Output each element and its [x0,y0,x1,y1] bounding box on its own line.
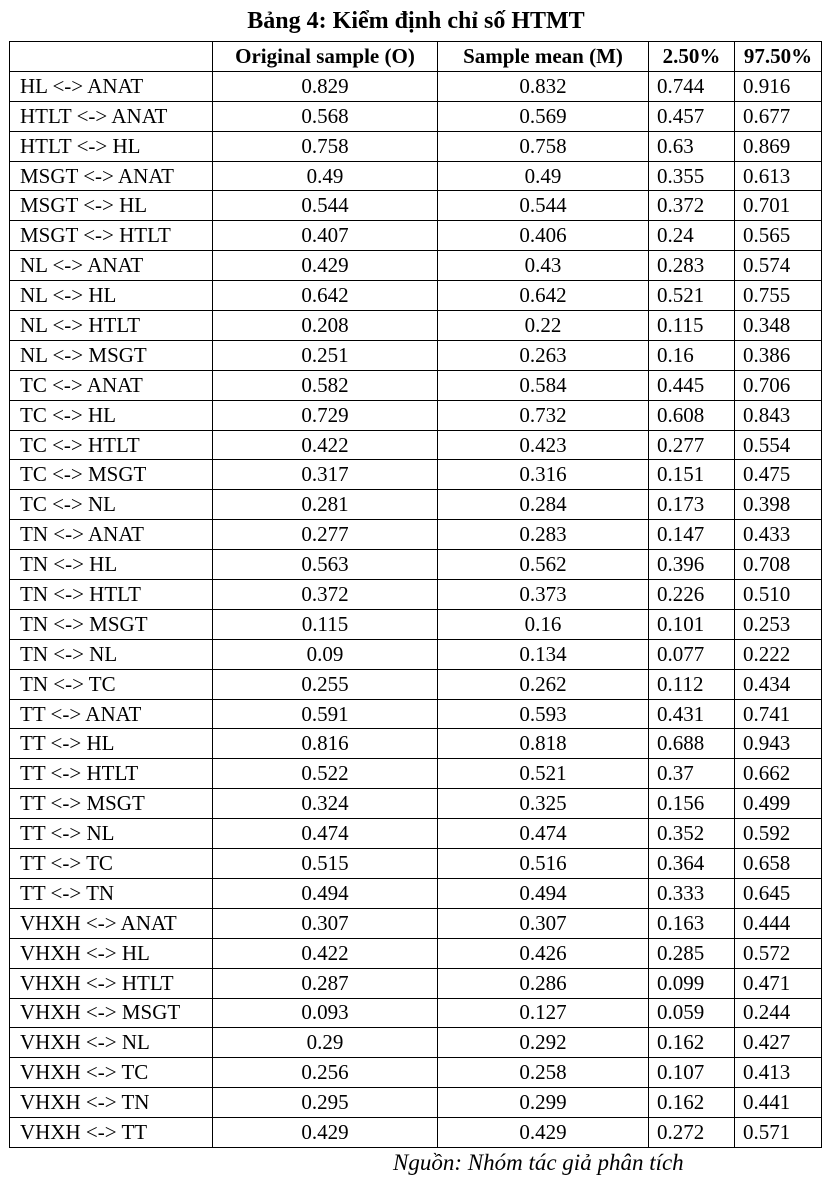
ci-lower-cell: 0.173 [649,490,735,520]
ci-upper-cell: 0.499 [735,789,822,819]
original-sample-cell: 0.829 [213,71,438,101]
ci-upper-cell: 0.348 [735,311,822,341]
sample-mean-cell: 0.292 [438,1028,649,1058]
table-row [10,639,822,669]
pair-cell: TC <-> NL [10,490,213,520]
table-row [10,550,822,580]
ci-upper-cell: 0.869 [735,131,822,161]
ci-upper-cell: 0.427 [735,1028,822,1058]
pair-cell: TC <-> MSGT [10,460,213,490]
table-row [10,580,822,610]
pair-cell: TN <-> NL [10,639,213,669]
ci-upper-cell: 0.444 [735,908,822,938]
ci-lower-cell: 0.364 [649,849,735,879]
ci-upper-cell: 0.398 [735,490,822,520]
pair-cell: VHXH <-> ANAT [10,908,213,938]
sample-mean-cell: 0.16 [438,609,649,639]
sample-mean-cell: 0.325 [438,789,649,819]
original-sample-cell: 0.256 [213,1058,438,1088]
ci-lower-cell: 0.226 [649,580,735,610]
original-sample-cell: 0.474 [213,819,438,849]
sample-mean-cell: 0.569 [438,101,649,131]
ci-lower-cell: 0.521 [649,281,735,311]
ci-upper-cell: 0.755 [735,281,822,311]
pair-cell: TN <-> TC [10,669,213,699]
sample-mean-cell: 0.316 [438,460,649,490]
pair-cell: HL <-> ANAT [10,71,213,101]
table-row [10,251,822,281]
original-sample-cell: 0.515 [213,849,438,879]
table-row [10,311,822,341]
ci-lower-cell: 0.163 [649,908,735,938]
ci-lower-cell: 0.285 [649,938,735,968]
original-sample-cell: 0.295 [213,1088,438,1118]
pair-cell: MSGT <-> HTLT [10,221,213,251]
original-sample-cell: 0.208 [213,311,438,341]
ci-lower-cell: 0.63 [649,131,735,161]
table-row [10,699,822,729]
original-sample-cell: 0.522 [213,759,438,789]
ci-upper-cell: 0.554 [735,430,822,460]
ci-upper-cell: 0.592 [735,819,822,849]
pair-cell: VHXH <-> HL [10,938,213,968]
ci-lower-cell: 0.077 [649,639,735,669]
pair-cell: TN <-> HTLT [10,580,213,610]
pair-cell: VHXH <-> TN [10,1088,213,1118]
table-row [10,191,822,221]
original-sample-cell: 0.591 [213,699,438,729]
ci-upper-cell: 0.253 [735,609,822,639]
sample-mean-cell: 0.544 [438,191,649,221]
sample-mean-cell: 0.22 [438,311,649,341]
header-original-sample: Original sample (O) [213,42,438,72]
ci-lower-cell: 0.099 [649,968,735,998]
sample-mean-cell: 0.584 [438,370,649,400]
ci-lower-cell: 0.688 [649,729,735,759]
pair-cell: TT <-> TN [10,878,213,908]
table-row [10,71,822,101]
sample-mean-cell: 0.49 [438,161,649,191]
ci-upper-cell: 0.244 [735,998,822,1028]
ci-upper-cell: 0.916 [735,71,822,101]
original-sample-cell: 0.758 [213,131,438,161]
sample-mean-cell: 0.134 [438,639,649,669]
ci-upper-cell: 0.441 [735,1088,822,1118]
table-row [10,669,822,699]
pair-cell: TC <-> HL [10,400,213,430]
pair-cell: TT <-> TC [10,849,213,879]
pair-cell: TT <-> MSGT [10,789,213,819]
ci-lower-cell: 0.151 [649,460,735,490]
ci-upper-cell: 0.706 [735,370,822,400]
sample-mean-cell: 0.299 [438,1088,649,1118]
table-row [10,131,822,161]
table-row [10,370,822,400]
ci-lower-cell: 0.115 [649,311,735,341]
table-title: Bảng 4: Kiểm định chỉ số HTMT [247,8,585,34]
table-row [10,849,822,879]
ci-upper-cell: 0.572 [735,938,822,968]
ci-upper-cell: 0.574 [735,251,822,281]
original-sample-cell: 0.407 [213,221,438,251]
ci-lower-cell: 0.396 [649,550,735,580]
pair-cell: TC <-> ANAT [10,370,213,400]
sample-mean-cell: 0.286 [438,968,649,998]
table-row [10,340,822,370]
original-sample-cell: 0.29 [213,1028,438,1058]
table-row [10,101,822,131]
ci-upper-cell: 0.434 [735,669,822,699]
sample-mean-cell: 0.307 [438,908,649,938]
sample-mean-cell: 0.818 [438,729,649,759]
ci-lower-cell: 0.272 [649,1118,735,1148]
ci-lower-cell: 0.333 [649,878,735,908]
sample-mean-cell: 0.562 [438,550,649,580]
table-row [10,759,822,789]
ci-upper-cell: 0.565 [735,221,822,251]
sample-mean-cell: 0.43 [438,251,649,281]
original-sample-cell: 0.287 [213,968,438,998]
ci-lower-cell: 0.147 [649,520,735,550]
sample-mean-cell: 0.521 [438,759,649,789]
original-sample-cell: 0.49 [213,161,438,191]
ci-upper-cell: 0.658 [735,849,822,879]
sample-mean-cell: 0.758 [438,131,649,161]
pair-cell: TT <-> ANAT [10,699,213,729]
sample-mean-cell: 0.258 [438,1058,649,1088]
header-ci-lower: 2.50% [649,42,735,72]
ci-lower-cell: 0.372 [649,191,735,221]
original-sample-cell: 0.422 [213,938,438,968]
ci-lower-cell: 0.608 [649,400,735,430]
source-note: Nguồn: Nhóm tác giả phân tích [393,1150,684,1175]
original-sample-cell: 0.429 [213,1118,438,1148]
ci-lower-cell: 0.431 [649,699,735,729]
pair-cell: HTLT <-> HL [10,131,213,161]
sample-mean-cell: 0.593 [438,699,649,729]
ci-lower-cell: 0.37 [649,759,735,789]
original-sample-cell: 0.255 [213,669,438,699]
header-row [10,42,822,72]
table-row [10,221,822,251]
sample-mean-cell: 0.429 [438,1118,649,1148]
ci-lower-cell: 0.24 [649,221,735,251]
ci-lower-cell: 0.059 [649,998,735,1028]
sample-mean-cell: 0.423 [438,430,649,460]
ci-lower-cell: 0.162 [649,1028,735,1058]
ci-upper-cell: 0.708 [735,550,822,580]
table-row [10,1028,822,1058]
original-sample-cell: 0.642 [213,281,438,311]
table-row [10,878,822,908]
original-sample-cell: 0.324 [213,789,438,819]
original-sample-cell: 0.544 [213,191,438,221]
sample-mean-cell: 0.406 [438,221,649,251]
ci-lower-cell: 0.101 [649,609,735,639]
table-row [10,729,822,759]
pair-cell: VHXH <-> TT [10,1118,213,1148]
sample-mean-cell: 0.284 [438,490,649,520]
table-row [10,1118,822,1148]
pair-cell: HTLT <-> ANAT [10,101,213,131]
ci-lower-cell: 0.162 [649,1088,735,1118]
original-sample-cell: 0.568 [213,101,438,131]
ci-lower-cell: 0.352 [649,819,735,849]
table-row [10,1088,822,1118]
table-header [10,42,822,72]
sample-mean-cell: 0.426 [438,938,649,968]
table-row [10,400,822,430]
ci-upper-cell: 0.433 [735,520,822,550]
pair-cell: VHXH <-> NL [10,1028,213,1058]
sample-mean-cell: 0.373 [438,580,649,610]
table-row [10,460,822,490]
pair-cell: VHXH <-> MSGT [10,998,213,1028]
original-sample-cell: 0.372 [213,580,438,610]
pair-cell: NL <-> ANAT [10,251,213,281]
pair-cell: TC <-> HTLT [10,430,213,460]
original-sample-cell: 0.281 [213,490,438,520]
sample-mean-cell: 0.642 [438,281,649,311]
ci-upper-cell: 0.677 [735,101,822,131]
ci-upper-cell: 0.843 [735,400,822,430]
table-row [10,819,822,849]
original-sample-cell: 0.115 [213,609,438,639]
original-sample-cell: 0.251 [213,340,438,370]
original-sample-cell: 0.09 [213,639,438,669]
ci-lower-cell: 0.107 [649,1058,735,1088]
original-sample-cell: 0.429 [213,251,438,281]
ci-lower-cell: 0.283 [649,251,735,281]
pair-cell: TN <-> ANAT [10,520,213,550]
ci-upper-cell: 0.741 [735,699,822,729]
pair-cell: TT <-> HTLT [10,759,213,789]
ci-upper-cell: 0.475 [735,460,822,490]
table-row [10,968,822,998]
sample-mean-cell: 0.127 [438,998,649,1028]
ci-upper-cell: 0.701 [735,191,822,221]
ci-upper-cell: 0.222 [735,639,822,669]
pair-cell: TT <-> HL [10,729,213,759]
ci-upper-cell: 0.943 [735,729,822,759]
table-row [10,1058,822,1088]
sample-mean-cell: 0.832 [438,71,649,101]
table-row [10,789,822,819]
sample-mean-cell: 0.732 [438,400,649,430]
ci-lower-cell: 0.112 [649,669,735,699]
pair-cell: TN <-> MSGT [10,609,213,639]
original-sample-cell: 0.307 [213,908,438,938]
ci-upper-cell: 0.613 [735,161,822,191]
header-sample-mean: Sample mean (M) [438,42,649,72]
pair-cell: MSGT <-> HL [10,191,213,221]
ci-lower-cell: 0.156 [649,789,735,819]
original-sample-cell: 0.563 [213,550,438,580]
table-row [10,609,822,639]
pair-cell: NL <-> HL [10,281,213,311]
sample-mean-cell: 0.516 [438,849,649,879]
sample-mean-cell: 0.283 [438,520,649,550]
sample-mean-cell: 0.262 [438,669,649,699]
table-row [10,938,822,968]
sample-mean-cell: 0.474 [438,819,649,849]
ci-upper-cell: 0.386 [735,340,822,370]
header-pair [10,42,213,72]
ci-lower-cell: 0.277 [649,430,735,460]
ci-lower-cell: 0.16 [649,340,735,370]
ci-upper-cell: 0.510 [735,580,822,610]
ci-upper-cell: 0.571 [735,1118,822,1148]
table-row [10,430,822,460]
original-sample-cell: 0.277 [213,520,438,550]
htmt-table [9,41,822,1148]
original-sample-cell: 0.422 [213,430,438,460]
ci-upper-cell: 0.645 [735,878,822,908]
ci-lower-cell: 0.445 [649,370,735,400]
ci-lower-cell: 0.457 [649,101,735,131]
sample-mean-cell: 0.263 [438,340,649,370]
ci-lower-cell: 0.355 [649,161,735,191]
original-sample-cell: 0.729 [213,400,438,430]
table-row [10,908,822,938]
table-row [10,281,822,311]
original-sample-cell: 0.494 [213,878,438,908]
table-row [10,998,822,1028]
ci-upper-cell: 0.662 [735,759,822,789]
pair-cell: TT <-> NL [10,819,213,849]
table-row [10,161,822,191]
original-sample-cell: 0.317 [213,460,438,490]
original-sample-cell: 0.816 [213,729,438,759]
table-row [10,520,822,550]
pair-cell: NL <-> HTLT [10,311,213,341]
sample-mean-cell: 0.494 [438,878,649,908]
table-row [10,490,822,520]
pair-cell: NL <-> MSGT [10,340,213,370]
ci-upper-cell: 0.471 [735,968,822,998]
ci-lower-cell: 0.744 [649,71,735,101]
pair-cell: VHXH <-> HTLT [10,968,213,998]
pair-cell: VHXH <-> TC [10,1058,213,1088]
pair-cell: MSGT <-> ANAT [10,161,213,191]
original-sample-cell: 0.582 [213,370,438,400]
ci-upper-cell: 0.413 [735,1058,822,1088]
pair-cell: TN <-> HL [10,550,213,580]
header-ci-upper: 97.50% [735,42,822,72]
original-sample-cell: 0.093 [213,998,438,1028]
table-body [10,71,822,1147]
